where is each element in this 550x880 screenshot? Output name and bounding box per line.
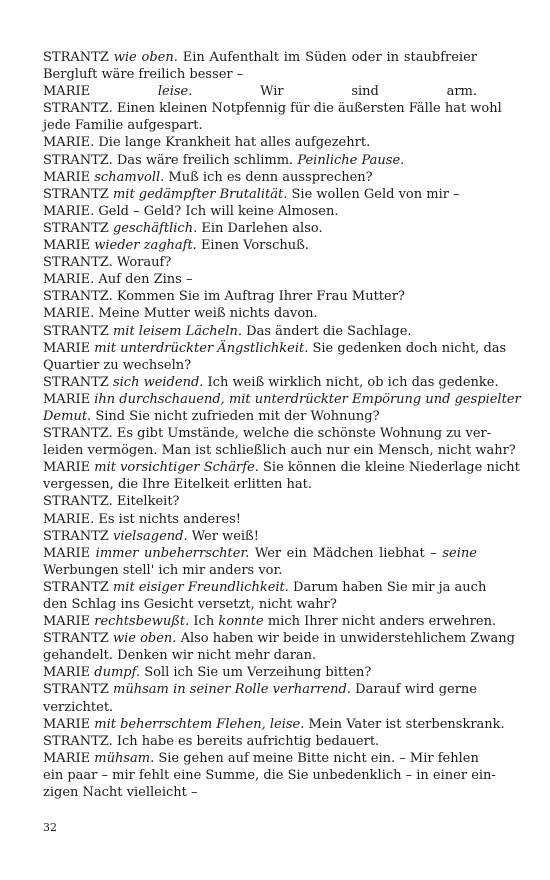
dialogue-text: Ich bbox=[189, 614, 219, 630]
dialogue-text: Also haben wir beide in unwiderstehlichem Zwang bbox=[176, 631, 515, 647]
dialogue-text: MARIE bbox=[43, 340, 95, 356]
dialogue-text: MARIE bbox=[43, 545, 96, 561]
dialogue-text: Wer weiß! bbox=[187, 528, 259, 544]
dialogue-text: Sie wollen Geld von mir – bbox=[287, 186, 460, 202]
text-line bbox=[43, 49, 477, 66]
dialogue-text: MARIE bbox=[43, 750, 95, 766]
text-line bbox=[43, 391, 521, 408]
dialogue-text: STRANTZ. Worauf? bbox=[43, 255, 172, 271]
stage-direction: mit eisiger Freundlichkeit. bbox=[112, 579, 289, 595]
text-line bbox=[43, 750, 477, 767]
dialogue-text: Sie gehen auf meine Bitte nicht ein. – Mir fehlen bbox=[154, 750, 479, 766]
text-line bbox=[43, 681, 477, 698]
dialogue-text: Darauf wird gerne bbox=[350, 682, 477, 698]
text-line bbox=[43, 66, 477, 83]
stage-direction: mit unterdrückter Ängstlichkeit. bbox=[94, 340, 309, 356]
dialogue-text: MARIE. Geld – Geld? Ich will keine Almosen. bbox=[43, 203, 339, 219]
stage-direction: wie oben. bbox=[113, 50, 178, 65]
dialogue-text: den Schlag ins Gesicht versetzt, nicht wahr? bbox=[43, 597, 337, 612]
dialogue-text: Ein Darlehen also. bbox=[197, 220, 323, 236]
text-line bbox=[43, 220, 477, 237]
text-line bbox=[43, 716, 505, 733]
dialogue-text: STRANTZ bbox=[43, 374, 113, 390]
text-line bbox=[43, 237, 477, 254]
dialogue-text: MARIE. Die lange Krankheit hat alles aufgezehrt. bbox=[43, 135, 371, 151]
dialogue-text: Quartier zu wechseln? bbox=[43, 357, 192, 373]
dialogue-text: STRANTZ. Kommen Sie im Auftrag Ihrer Frau Mutter? bbox=[43, 289, 405, 305]
dialogue-text: Darum haben Sie mir ja auch bbox=[288, 579, 487, 595]
stage-direction: seine bbox=[442, 545, 477, 561]
text-line bbox=[43, 152, 477, 169]
dialogue-text: STRANTZ bbox=[43, 528, 113, 544]
stage-direction: konnte bbox=[218, 614, 264, 630]
dialogue-text: Ich weiß wirklich nicht, ob ich das gedenke. bbox=[203, 374, 499, 390]
stage-direction: wie oben. bbox=[112, 631, 177, 647]
text-line bbox=[43, 169, 477, 186]
dialogue-text: MARIE. Auf den Zins – bbox=[43, 272, 193, 288]
text-line bbox=[43, 425, 492, 442]
dialogue-text: Soll ich Sie um Verzeihung bitten? bbox=[140, 665, 372, 681]
stage-direction: ihn durchschauend, mit unterdrückter Empörung und gespielter bbox=[94, 391, 521, 407]
text-line bbox=[43, 117, 477, 134]
stage-direction: leise. bbox=[157, 84, 193, 100]
stage-direction: Peinliche Pause. bbox=[297, 152, 405, 168]
text-line bbox=[43, 528, 477, 545]
stage-direction: mit beherrschtem Flehen, leise. bbox=[94, 716, 305, 732]
dialogue-text: MARIE bbox=[43, 460, 95, 476]
text-line bbox=[43, 83, 477, 100]
text-line bbox=[43, 134, 477, 151]
dialogue-text: MARIE bbox=[43, 391, 95, 407]
dialogue-text: STRANTZ. Es gibt Umstände, welche die schönste Wohnung zu ver- bbox=[43, 426, 492, 442]
stage-direction: rechtsbewußt. bbox=[94, 614, 190, 630]
text-line bbox=[43, 186, 477, 203]
text-line bbox=[43, 442, 516, 459]
stage-direction: vielsagend. bbox=[112, 528, 188, 544]
dialogue-text: gehandelt. Denken wir nicht mehr daran. bbox=[43, 648, 317, 664]
text-line bbox=[43, 562, 477, 579]
text-line bbox=[43, 733, 477, 750]
text-line bbox=[43, 357, 477, 374]
dialogue-text: mich Ihrer nicht anders erwehren. bbox=[263, 614, 497, 630]
text-line bbox=[43, 545, 477, 562]
text-line bbox=[43, 374, 499, 391]
dialogue-text: Muß ich es denn aussprechen? bbox=[164, 169, 373, 185]
dialogue-text: STRANTZ bbox=[43, 323, 113, 339]
dialogue-text: verzichtet. bbox=[43, 699, 114, 715]
dialogue-text: Bergluft wäre freilich besser – bbox=[43, 67, 244, 83]
dialogue-text: leiden vermögen. Man ist schließlich auch nur ein Mensch, nicht wahr? bbox=[43, 443, 516, 459]
dialogue-text: MARIE bbox=[43, 716, 95, 732]
dialogue-text: Mein Vater ist sterbenskrank. bbox=[304, 716, 505, 732]
dialogue-text: MARIE bbox=[43, 84, 158, 100]
text-line bbox=[43, 254, 477, 271]
stage-direction: mühsam. bbox=[94, 750, 155, 766]
text-line bbox=[43, 203, 477, 220]
dialogue-text: Wer ein Mädchen liebhat – bbox=[249, 545, 443, 561]
text-line bbox=[43, 408, 477, 425]
stage-direction: mit leisem Lächeln. bbox=[112, 323, 243, 339]
text-line bbox=[43, 459, 520, 476]
dialogue-text: Ein Aufenthalt im Süden oder in staubfreier bbox=[177, 50, 477, 65]
page-number: 32 bbox=[43, 821, 57, 834]
text-line bbox=[43, 271, 477, 288]
text-line bbox=[43, 340, 507, 357]
dialogue-text: ein paar – mir fehlt eine Summe, die Sie unbedenklich – in einer ein- bbox=[43, 767, 496, 783]
text-line bbox=[43, 493, 477, 510]
stage-direction: geschäftlich. bbox=[112, 220, 198, 236]
dialogue-text: STRANTZ bbox=[43, 631, 113, 647]
text-line bbox=[43, 664, 477, 681]
dialogue-text: MARIE bbox=[43, 169, 95, 185]
stage-direction: sich weidend. bbox=[112, 374, 204, 390]
dialogue-text: Werbungen stell' ich mir anders vor. bbox=[43, 562, 283, 578]
dialogue-text: MARIE. Es ist nichts anderes! bbox=[43, 511, 242, 527]
text-line bbox=[43, 767, 496, 784]
dialogue-text: STRANTZ bbox=[43, 50, 114, 65]
dialogue-text: MARIE bbox=[43, 238, 95, 254]
text-line bbox=[43, 699, 477, 716]
dialogue-text: jede Familie aufgespart. bbox=[43, 118, 203, 134]
dialogue-text: Einen Vorschuß. bbox=[196, 238, 309, 254]
stage-direction: immer unbeherrschter. bbox=[95, 545, 250, 561]
dialogue-text: STRANTZ. Das wäre freilich schlimm. bbox=[43, 152, 298, 168]
stage-direction: wieder zaghaft. bbox=[94, 238, 197, 254]
stage-direction: dumpf. bbox=[94, 665, 141, 681]
dialogue-text: STRANTZ bbox=[43, 220, 113, 236]
text-line bbox=[43, 596, 477, 613]
text-line bbox=[43, 323, 477, 340]
text-line bbox=[43, 784, 477, 801]
dialogue-text: Sie können die kleine Niederlage nicht bbox=[258, 460, 520, 476]
dialogue-text: Sie gedenken doch nicht, das bbox=[308, 340, 507, 356]
stage-direction: Demut. bbox=[43, 408, 92, 424]
text-line bbox=[43, 613, 497, 630]
text-line bbox=[43, 100, 502, 117]
text-line bbox=[43, 647, 477, 664]
stage-direction: mühsam in seiner Rolle verharrend. bbox=[113, 682, 351, 698]
dialogue-text: zigen Nacht vielleicht – bbox=[43, 785, 198, 801]
dialogue-text: Wir sind arm. bbox=[192, 84, 477, 100]
text-body bbox=[43, 49, 521, 801]
dialogue-text: STRANTZ bbox=[43, 682, 114, 698]
stage-direction: mit gedämpfter Brutalität. bbox=[112, 186, 288, 202]
dialogue-text: STRANTZ bbox=[43, 579, 113, 595]
stage-direction: mit vorsichtiger Schärfe. bbox=[94, 460, 259, 476]
dialogue-text: STRANTZ bbox=[43, 186, 113, 202]
dialogue-text: MARIE bbox=[43, 665, 95, 681]
stage-direction: schamvoll. bbox=[94, 169, 165, 185]
dialogue-text: MARIE. Meine Mutter weiß nichts davon. bbox=[43, 306, 318, 322]
dialogue-text: STRANTZ. Eitelkeit? bbox=[43, 494, 180, 510]
dialogue-text: Das ändert die Sachlage. bbox=[242, 323, 412, 339]
text-line bbox=[43, 579, 487, 596]
dialogue-text: Sind Sie nicht zufrieden mit der Wohnung? bbox=[91, 408, 380, 424]
dialogue-text: MARIE bbox=[43, 614, 95, 630]
dialogue-text: vergessen, die Ihre Eitelkeit erlitten hat. bbox=[43, 477, 312, 493]
text-line bbox=[43, 511, 477, 528]
dialogue-text: STRANTZ. Einen kleinen Notpfennig für die äußersten Fälle hat wohl bbox=[43, 101, 502, 117]
text-line bbox=[43, 476, 477, 493]
text-line bbox=[43, 305, 477, 322]
text-line bbox=[43, 630, 515, 647]
text-line bbox=[43, 288, 477, 305]
dialogue-text: STRANTZ. Ich habe es bereits aufrichtig bedauert. bbox=[43, 733, 380, 749]
